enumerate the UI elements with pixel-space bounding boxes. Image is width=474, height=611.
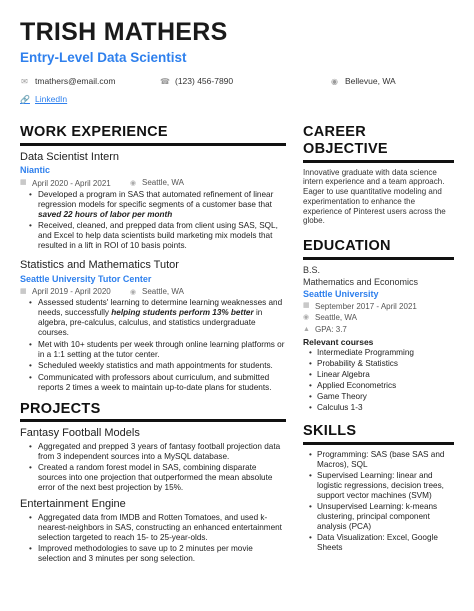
courses-list <box>303 348 454 413</box>
calendar-icon: ▦ <box>20 179 27 187</box>
skill-item: • Unsupervised Learning: k-means clustering, principal component analysis (PCA) <box>309 502 454 532</box>
phone-icon: ☎ <box>160 77 170 87</box>
course-item: • Probability & Statistics <box>309 359 454 369</box>
job-dates: April 2020 - April 2021 <box>32 178 111 188</box>
job-meta <box>20 178 286 189</box>
course-item: • Calculus 1-3 <box>309 403 454 413</box>
left-column <box>20 124 286 569</box>
projects-heading: PROJECTS <box>20 400 101 417</box>
skills-heading: SKILLS <box>303 423 357 440</box>
project-entry <box>20 498 286 564</box>
skill-item: • Programming: SAS (base SAS and Macros), SQL <box>309 450 454 470</box>
course-item: • Applied Econometrics <box>309 381 454 391</box>
job-company: Seattle University Tutor Center <box>20 273 152 284</box>
field-of-study: Mathematics and Economics <box>303 276 419 287</box>
section-divider <box>303 257 454 260</box>
objective-text: Innovative graduate with data science intern experience and a team approach. Eager to use quantitative modeling and experimentation to enhance the experience of Pinterest users across the globe. <box>303 167 446 226</box>
career-objective-heading: CAREER OBJECTIVE <box>303 124 388 157</box>
degree: B.S. <box>303 264 321 275</box>
job-bullet: • Assessed students' learning to determine learning weaknesses and needs, successfully helping students perform 13% better in algebra, pre-calculus, calculus, and statistics undergraduate courses. <box>29 298 286 338</box>
two-column-body <box>20 124 454 569</box>
linkedin-text: LinkedIn <box>35 93 68 104</box>
section-divider <box>20 419 286 422</box>
job-location: Seattle, WA <box>142 286 184 296</box>
project-bullet: • Aggregated data from IMDB and Rotten Tomatoes, and used k-nearest-neighbors in SAS, constructing an enhanced entertainment selection targeted to reach 15- to 25-year-olds. <box>29 513 286 543</box>
graduation-cap-icon: ▲ <box>303 325 310 333</box>
email-text: tmathers@email.com <box>35 76 116 87</box>
calendar-icon: ▦ <box>20 287 27 295</box>
right-column <box>303 124 454 569</box>
contact-email[interactable] <box>20 76 160 86</box>
link-icon: 🔗 <box>20 94 30 104</box>
phone-text: (123) 456-7890 <box>175 76 234 87</box>
job-bullet: • Communicated with professors about curriculum, and submitted reports 2 times a week to maintain up-to-date plans for students. <box>29 373 286 393</box>
linkedin-link[interactable] <box>20 94 454 104</box>
candidate-name: TRISH MATHERS <box>20 18 228 46</box>
skill-item: • Supervised Learning: linear and logistic regressions, decision trees, support vector machines (SVM) <box>309 471 454 501</box>
job-bullet: • Met with 10+ students per week through online learning platforms or in a 1:1 setting at the tutor center. <box>29 340 286 360</box>
map-pin-icon: ◉ <box>130 180 137 188</box>
project-bullet: • Improved methodologies to save up to 2 minutes per movie selection and 3 minutes per song selection. <box>29 544 286 564</box>
job-bullet: • Developed a program in SAS that automated refinement of linear regression models for specific segments of a customer base that saved 22 hours of labor per month <box>29 190 286 220</box>
envelope-icon: ✉ <box>21 77 28 87</box>
course-item: • Game Theory <box>309 392 454 402</box>
project-name: Entertainment Engine <box>20 498 126 511</box>
job-role: Statistics and Mathematics Tutor <box>20 259 179 272</box>
project-bullet: • Aggregated and prepped 3 years of fantasy football projection data from 3 independent sources into a MySQL database. <box>29 442 286 462</box>
contact-phone[interactable] <box>160 76 330 86</box>
skills-list <box>303 450 454 553</box>
candidate-title: Entry-Level Data Scientist <box>20 50 187 65</box>
project-entry <box>20 427 286 493</box>
job-bullet: • Received, cleaned, and prepped data from client using SAS, SQL, and Excel to help data scientists build marketing mix models that resulted in a lift in ROI of 10 basis points. <box>29 221 286 251</box>
project-name: Fantasy Football Models <box>20 427 140 440</box>
job-meta <box>20 287 286 298</box>
section-divider <box>303 442 454 445</box>
education-dates: ▦ September 2017 - April 2021 <box>303 301 417 311</box>
map-pin-icon: ◉ <box>130 288 137 296</box>
job-entry <box>20 259 286 392</box>
section-divider <box>303 160 454 163</box>
education-heading: EDUCATION <box>303 238 391 255</box>
job-role: Data Scientist Intern <box>20 150 120 163</box>
calendar-icon: ▦ <box>303 302 310 310</box>
education-location: ◉ Seattle, WA <box>303 313 357 323</box>
project-bullet: • Created a random forest model in SAS, combining disparate sources into one projection that outperformed the mean absolute error of the next best projection by 15%. <box>29 463 286 493</box>
job-bullet: • Scheduled weekly statistics and math appointments for students. <box>29 361 286 371</box>
work-experience-heading: WORK EXPERIENCE <box>20 124 168 141</box>
map-pin-icon: ◉ <box>331 77 338 87</box>
contact-row <box>20 76 454 86</box>
job-entry <box>20 151 286 251</box>
job-dates: April 2019 - April 2020 <box>32 287 111 297</box>
map-pin-icon: ◉ <box>303 313 310 321</box>
contact-location <box>330 76 396 86</box>
location-text: Bellevue, WA <box>345 76 396 87</box>
job-company: Niantic <box>20 165 51 176</box>
job-location: Seattle, WA <box>142 178 184 188</box>
school-name: Seattle University <box>303 288 379 299</box>
course-item: • Intermediate Programming <box>309 348 454 358</box>
courses-heading: Relevant courses <box>303 336 374 347</box>
skill-item: • Data Visualization: Excel, Google Sheets <box>309 533 454 553</box>
course-item: • Linear Algebra <box>309 370 454 380</box>
section-divider <box>20 143 286 146</box>
education-gpa: ▲ GPA: 3.7 <box>303 325 347 335</box>
